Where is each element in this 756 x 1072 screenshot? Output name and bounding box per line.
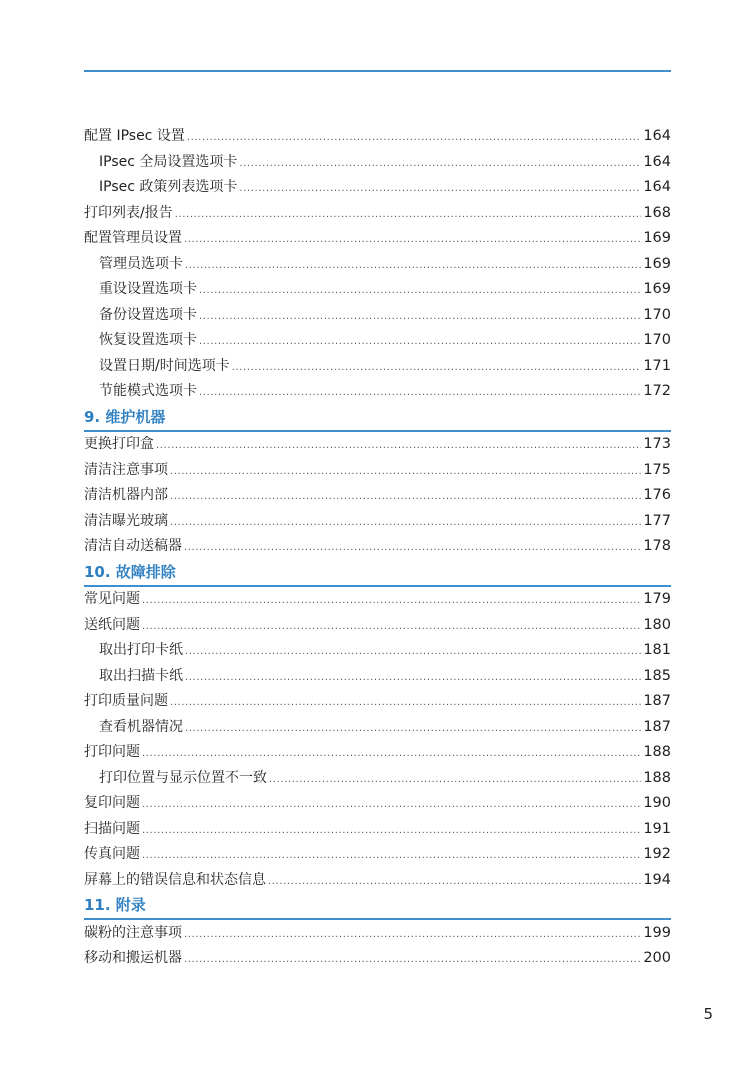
toc-page-number: 170 <box>643 306 671 323</box>
toc-entry[interactable] <box>84 509 671 535</box>
dot-leader <box>199 329 641 355</box>
toc-entry-label: 取出打印卡纸 <box>99 642 183 658</box>
dot-leader <box>184 535 641 561</box>
dot-leader <box>239 176 641 202</box>
toc-subentry[interactable] <box>84 150 671 176</box>
toc-entry[interactable] <box>84 458 671 484</box>
toc-page-number: 200 <box>643 950 671 966</box>
toc-page-number: 179 <box>643 591 671 607</box>
toc-subentry[interactable] <box>84 715 671 741</box>
toc-entry-label: 打印位置与显示位置不一致 <box>99 769 267 786</box>
toc-entry-label: 清洁注意事项 <box>84 461 168 478</box>
table-of-contents <box>84 124 671 972</box>
toc-page-number: 173 <box>643 436 671 452</box>
toc-entry-label: 碳粉的注意事项 <box>84 924 182 941</box>
dot-leader <box>142 588 641 614</box>
toc-subentry[interactable] <box>84 277 671 303</box>
toc-entry-label: 查看机器情况 <box>99 718 183 735</box>
toc-entry-label: 打印质量问题 <box>84 693 168 709</box>
toc-entry[interactable] <box>84 817 671 843</box>
toc-page-number: 190 <box>643 795 671 811</box>
dot-leader <box>170 459 641 485</box>
toc-entry[interactable] <box>84 534 671 560</box>
toc-page-number: 181 <box>643 642 671 658</box>
dot-leader <box>156 433 641 459</box>
toc-subentry[interactable] <box>84 379 671 405</box>
header-rule <box>84 70 671 72</box>
toc-page-number: 164 <box>643 128 671 144</box>
toc-page-number: 170 <box>643 332 671 348</box>
toc-page-number: 187 <box>643 693 671 709</box>
dot-leader <box>170 484 641 510</box>
toc-entry-label: 清洁自动送稿器 <box>84 538 182 554</box>
toc-page-number: 169 <box>643 230 671 246</box>
dot-leader <box>269 767 641 793</box>
toc-entry-label: 复印问题 <box>84 795 140 811</box>
toc-page-number: 185 <box>643 667 671 684</box>
toc-entry-label: 清洁机器内部 <box>84 487 168 503</box>
toc-page-number: 164 <box>643 179 671 195</box>
toc-entry-label: 更换打印盒 <box>84 436 154 452</box>
toc-subentry[interactable] <box>84 303 671 329</box>
dot-leader <box>199 380 641 406</box>
dot-leader <box>239 151 641 177</box>
dot-leader <box>184 227 641 253</box>
toc-page-number: 191 <box>643 820 671 837</box>
toc-entry-label: 恢复设置选项卡 <box>99 332 197 348</box>
dot-leader <box>187 125 641 151</box>
toc-entry-label: 屏幕上的错误信息和状态信息 <box>84 871 266 888</box>
toc-subentry[interactable] <box>84 766 671 792</box>
dot-leader <box>185 639 641 665</box>
toc-entry[interactable] <box>84 201 671 227</box>
dot-leader <box>170 510 641 536</box>
toc-page-number: 176 <box>643 487 671 503</box>
toc-entry-label: 配置 IPsec 设置 <box>84 128 185 144</box>
toc-page-number: 164 <box>643 153 671 170</box>
toc-entry-label: 管理员选项卡 <box>99 255 183 272</box>
toc-entry-label: 常见问题 <box>84 591 140 607</box>
chapter-heading[interactable]: 10. 故障排除 <box>84 560 671 587</box>
dot-leader <box>184 922 641 948</box>
toc-page-number: 168 <box>643 204 671 221</box>
toc-subentry[interactable] <box>84 664 671 690</box>
toc-entry-label: 传真问题 <box>84 846 140 862</box>
dot-leader <box>170 690 641 716</box>
toc-page-number: 188 <box>643 769 671 786</box>
toc-entry-label: 取出扫描卡纸 <box>99 667 183 684</box>
toc-subentry[interactable] <box>84 354 671 380</box>
toc-entry-label: 配置管理员设置 <box>84 230 182 246</box>
toc-entry[interactable] <box>84 226 671 252</box>
toc-entry[interactable] <box>84 432 671 458</box>
toc-entry-label: IPsec 全局设置选项卡 <box>99 153 238 170</box>
toc-subentry[interactable] <box>84 328 671 354</box>
toc-page-number: 175 <box>643 461 671 478</box>
toc-subentry[interactable] <box>84 638 671 664</box>
toc-page-number: 177 <box>643 512 671 529</box>
toc-subentry[interactable] <box>84 175 671 201</box>
toc-entry[interactable] <box>84 587 671 613</box>
toc-page-number: 171 <box>643 357 671 374</box>
dot-leader <box>268 869 641 895</box>
toc-page-number: 192 <box>643 846 671 862</box>
dot-leader <box>185 253 641 279</box>
toc-entry-label: 打印列表/报告 <box>84 204 173 221</box>
dot-leader <box>175 202 642 228</box>
toc-entry-label: 重设设置选项卡 <box>99 281 197 297</box>
dot-leader <box>142 614 641 640</box>
toc-entry[interactable] <box>84 921 671 947</box>
chapter-heading[interactable]: 9. 维护机器 <box>84 405 671 432</box>
toc-page-number: 172 <box>643 383 671 399</box>
toc-page-number: 187 <box>643 718 671 735</box>
toc-page-number: 169 <box>643 255 671 272</box>
toc-entry-label: 扫描问题 <box>84 820 140 837</box>
toc-entry[interactable] <box>84 483 671 509</box>
toc-entry[interactable] <box>84 842 671 868</box>
dot-leader <box>199 304 641 330</box>
dot-leader <box>185 665 641 691</box>
dot-leader <box>232 355 642 381</box>
dot-leader <box>142 792 641 818</box>
toc-page-number: 180 <box>643 616 671 633</box>
toc-page-number: 188 <box>643 744 671 760</box>
toc-page-number: 178 <box>643 538 671 554</box>
toc-entry-label: 清洁曝光玻璃 <box>84 512 168 529</box>
toc-entry-label: IPsec 政策列表选项卡 <box>99 179 238 195</box>
dot-leader <box>199 278 641 304</box>
dot-leader <box>184 947 641 973</box>
toc-entry[interactable] <box>84 124 671 150</box>
dot-leader <box>142 818 641 844</box>
toc-entry-label: 移动和搬运机器 <box>84 950 182 966</box>
toc-entry-label: 设置日期/时间选项卡 <box>99 357 230 374</box>
toc-page-number: 194 <box>643 871 671 888</box>
toc-page-number: 199 <box>643 924 671 941</box>
toc-subentry[interactable] <box>84 252 671 278</box>
toc-entry-label: 打印问题 <box>84 744 140 760</box>
toc-entry[interactable] <box>84 791 671 817</box>
toc-entry-label: 节能模式选项卡 <box>99 383 197 399</box>
chapter-heading[interactable]: 11. 附录 <box>84 893 671 920</box>
toc-entry[interactable] <box>84 613 671 639</box>
dot-leader <box>185 716 641 742</box>
toc-entry[interactable] <box>84 689 671 715</box>
toc-entry-label: 备份设置选项卡 <box>99 306 197 323</box>
toc-page-number: 169 <box>643 281 671 297</box>
dot-leader <box>142 843 641 869</box>
toc-entry-label: 送纸问题 <box>84 616 140 633</box>
toc-entry[interactable] <box>84 946 671 972</box>
dot-leader <box>142 741 641 767</box>
page-number: 5 <box>703 1005 713 1023</box>
toc-entry[interactable] <box>84 868 671 894</box>
toc-entry[interactable] <box>84 740 671 766</box>
